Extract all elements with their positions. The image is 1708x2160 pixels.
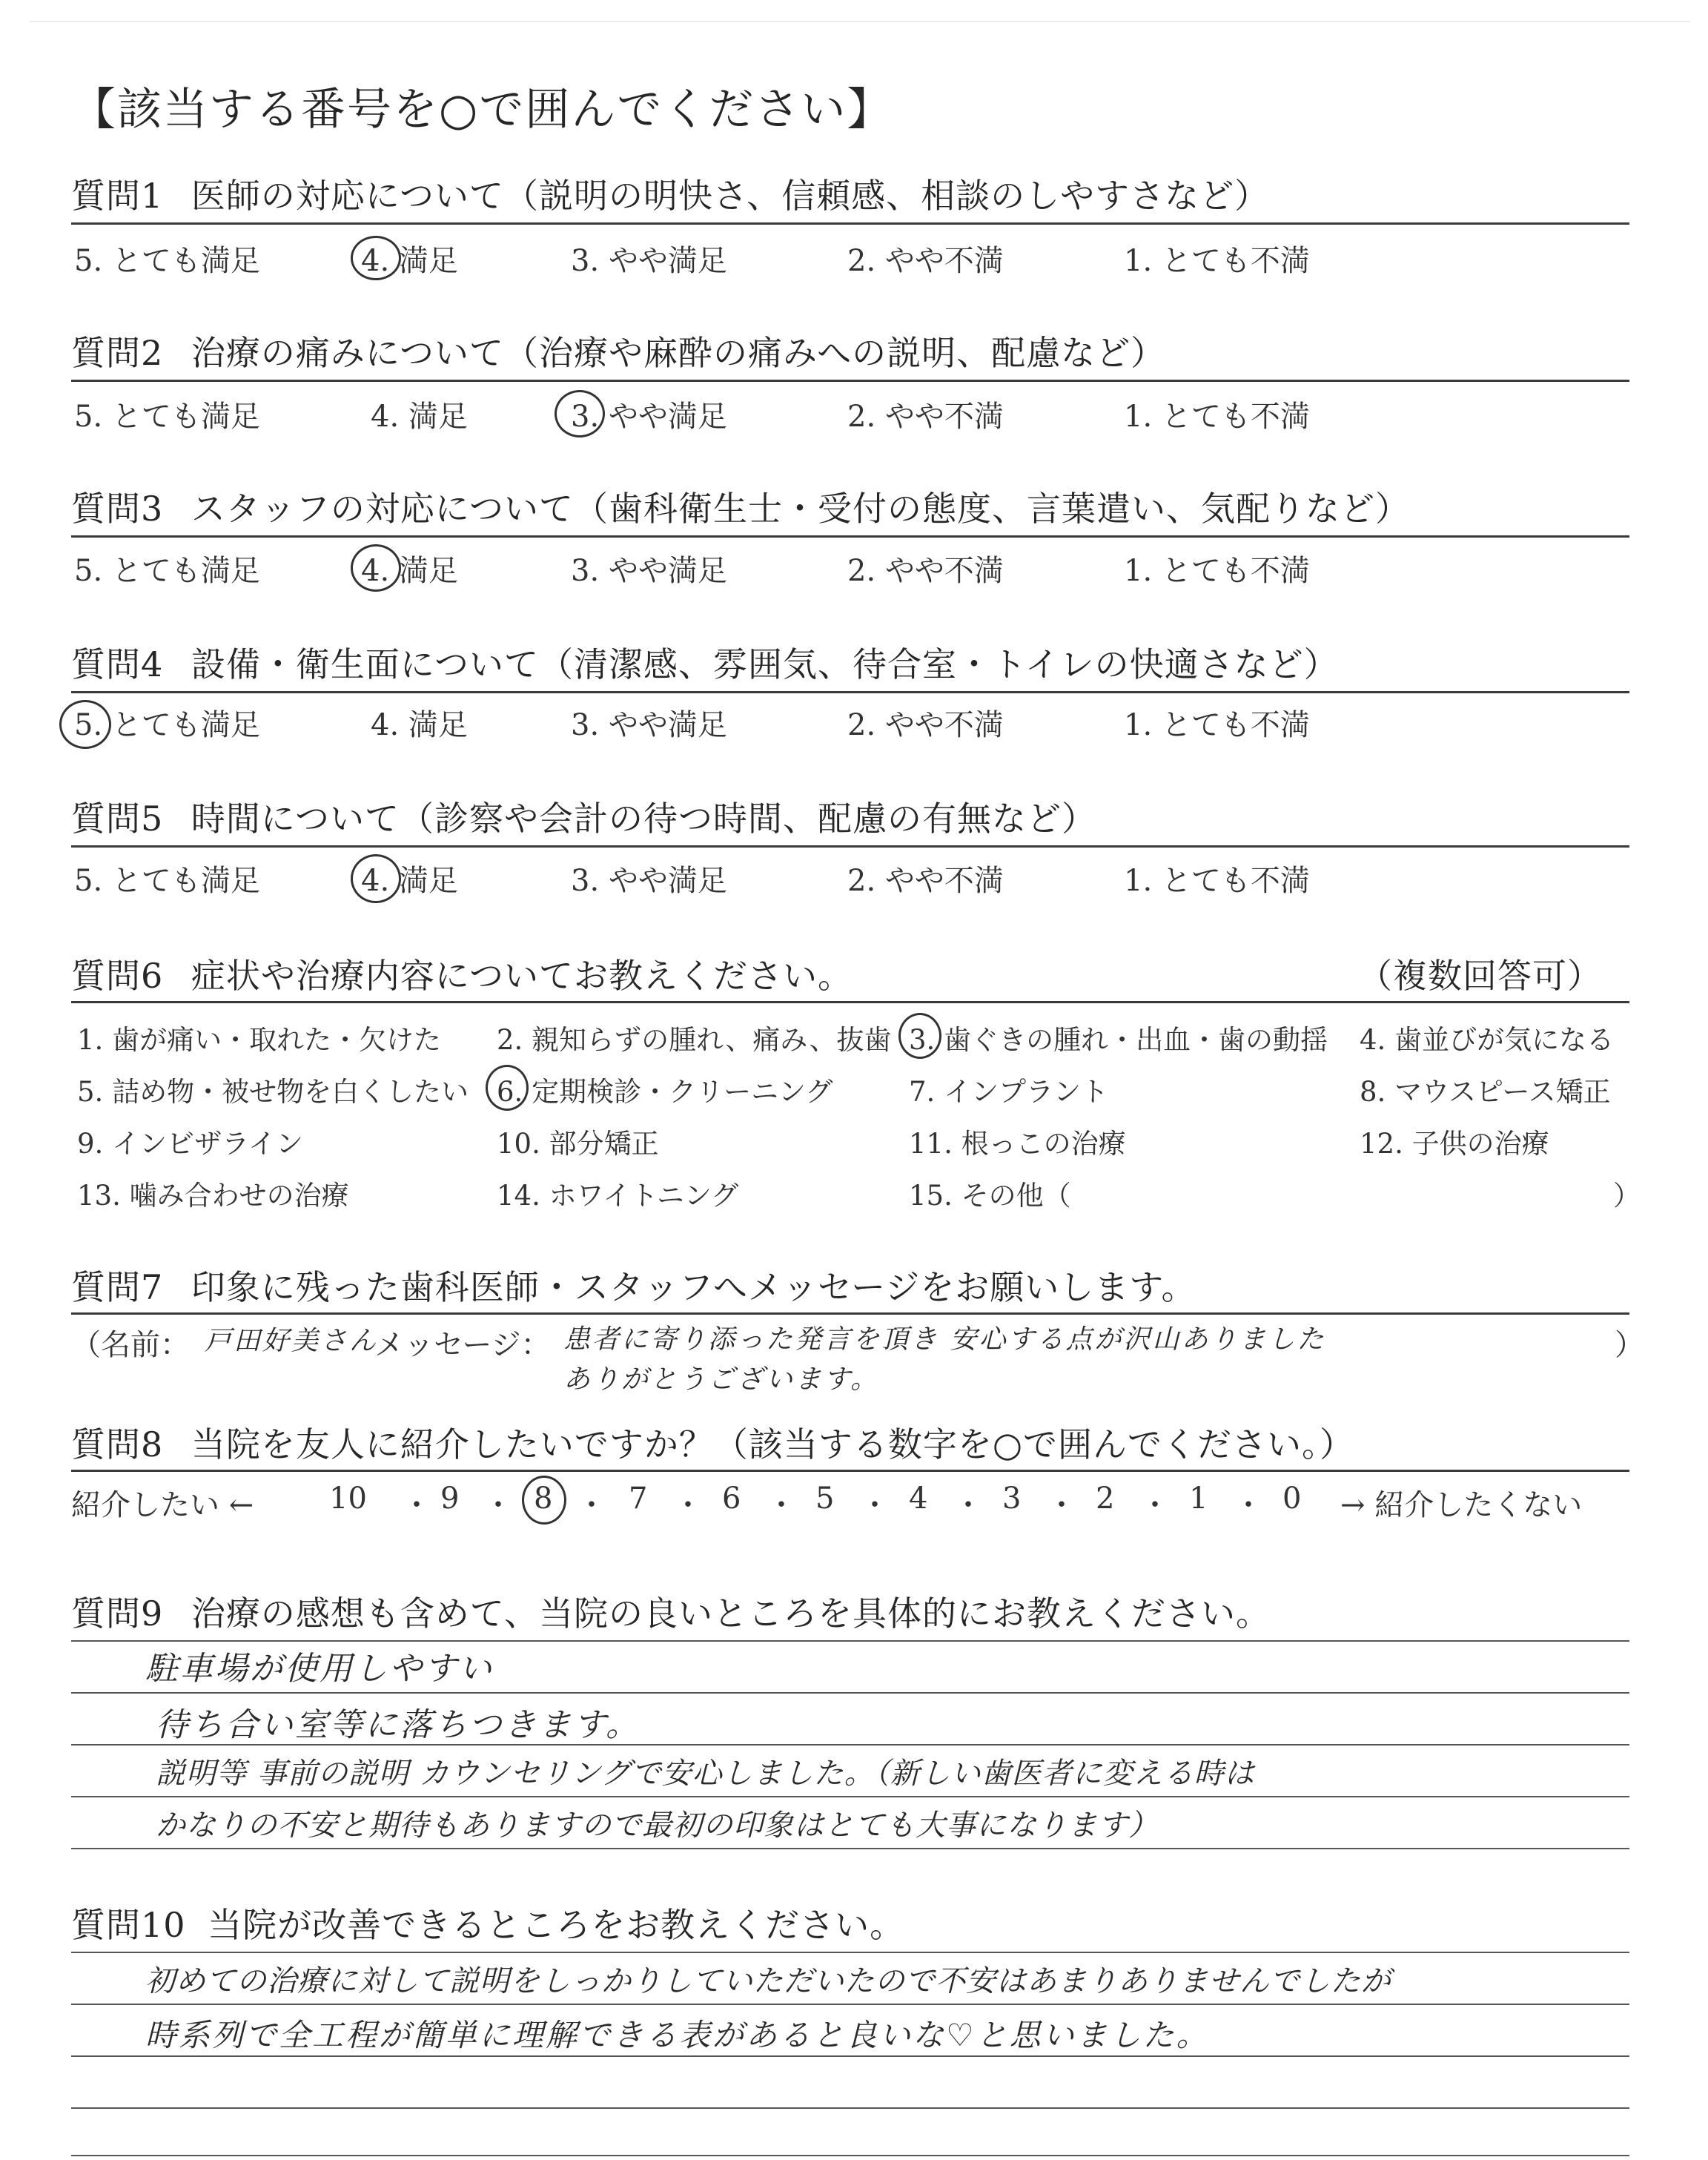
question-9-text: 治療の感想も含めて、当院の良いところを具体的にお教えください。 xyxy=(191,1593,1271,1634)
q1-option-5[interactable]: 5. とても満足 xyxy=(74,244,260,278)
q6-option-4[interactable]: 4. 歯並びが気になる xyxy=(1360,1024,1615,1056)
q2-option-5[interactable]: 5. とても満足 xyxy=(74,400,260,434)
q3-option-2[interactable]: 2. やや不満 xyxy=(847,554,1004,588)
q6-option-12[interactable]: 12. 子供の治療 xyxy=(1360,1128,1549,1160)
q10-write-line-4 xyxy=(71,2107,1629,2109)
q8-score-2[interactable]: 2 xyxy=(1096,1482,1115,1516)
q8-selected-circle xyxy=(522,1476,566,1525)
q7-close-paren: ） xyxy=(1615,1328,1644,1362)
q3-option-3[interactable]: 3. やや満足 xyxy=(571,554,727,588)
q3-selected-circle xyxy=(351,544,401,592)
q8-dot: ・ xyxy=(767,1488,796,1522)
q6-option-3[interactable]: 3. 歯ぐきの腫れ・出血・歯の動揺 xyxy=(909,1024,1328,1056)
q6-selected-circle-3 xyxy=(898,1013,941,1059)
question-8-label: 質問8 xyxy=(71,1424,164,1464)
q7-name-label: （名前： xyxy=(71,1328,190,1362)
q9-write-line-4 xyxy=(71,1796,1629,1797)
q3-option-5[interactable]: 5. とても満足 xyxy=(74,554,260,588)
question-6-rule xyxy=(71,1001,1629,1003)
q9-write-line-2 xyxy=(71,1692,1629,1694)
question-1-rule xyxy=(71,222,1629,225)
question-1-label: 質問1 xyxy=(71,176,164,216)
question-2-text: 治療の痛みについて（治療や麻酔の痛みへの説明、配慮など） xyxy=(191,333,1166,373)
q8-score-3[interactable]: 3 xyxy=(1002,1482,1022,1516)
question-7-label: 質問7 xyxy=(71,1267,164,1307)
q8-right-label: → 紹介したくない xyxy=(1340,1488,1583,1522)
q7-message-line-1[interactable]: 患者に寄り添った発言を頂き 安心する点が沢山ありました xyxy=(563,1324,1326,1355)
q6-option-2[interactable]: 2. 親知らずの腫れ、痛み、抜歯 xyxy=(497,1024,892,1056)
q2-option-1[interactable]: 1. とても不満 xyxy=(1124,400,1310,434)
q8-score-0[interactable]: 0 xyxy=(1282,1482,1302,1516)
q6-option-1[interactable]: 1. 歯が痛い・取れた・欠けた xyxy=(77,1024,442,1056)
q10-write-line-3 xyxy=(71,2055,1629,2057)
question-4-text: 設備・衛生面について（清潔感、雰囲気、待合室・トイレの快適さなど） xyxy=(191,644,1339,684)
q8-score-4[interactable]: 4 xyxy=(909,1482,928,1516)
question-8-rule xyxy=(71,1470,1629,1472)
question-3-rule xyxy=(71,535,1629,538)
q5-option-4[interactable]: 4. 満足 xyxy=(361,864,458,898)
question-8 xyxy=(71,1418,1354,1467)
q8-dot: ・ xyxy=(953,1488,983,1522)
q10-answer-line-2[interactable]: 時系列で全工程が簡単に理解できる表があると良いな♡と思いました。 xyxy=(145,2017,1210,2053)
question-4 xyxy=(71,638,1339,687)
q5-option-3[interactable]: 3. やや満足 xyxy=(571,864,727,898)
question-10-text: 当院が改善できるところをお教えください。 xyxy=(208,1905,905,1945)
question-5 xyxy=(71,792,1096,841)
question-7 xyxy=(71,1261,1196,1309)
question-2 xyxy=(71,326,1165,375)
q6-selected-circle-6 xyxy=(486,1065,529,1111)
q4-option-1[interactable]: 1. とても不満 xyxy=(1124,708,1310,742)
question-10 xyxy=(71,1898,904,1947)
question-7-text: 印象に残った歯科医師・スタッフへメッセージをお願いします。 xyxy=(191,1267,1196,1307)
q8-score-6[interactable]: 6 xyxy=(722,1482,741,1516)
q1-option-1[interactable]: 1. とても不満 xyxy=(1124,244,1310,278)
q1-option-2[interactable]: 2. やや不満 xyxy=(847,244,1004,278)
q8-dot: ・ xyxy=(1234,1488,1263,1522)
q6-option-15[interactable]: 15. その他（ xyxy=(909,1180,1071,1212)
q10-write-line-2 xyxy=(71,2004,1629,2005)
q2-selected-circle xyxy=(555,390,605,437)
question-4-rule xyxy=(71,691,1629,693)
question-7-rule xyxy=(71,1312,1629,1315)
page-top-edge xyxy=(30,21,1690,22)
q4-option-2[interactable]: 2. やや不満 xyxy=(847,708,1004,742)
q8-left-label: 紹介したい ← xyxy=(71,1488,254,1522)
q8-score-5[interactable]: 5 xyxy=(815,1482,835,1516)
q8-score-1[interactable]: 1 xyxy=(1189,1482,1208,1516)
q8-dot: ・ xyxy=(1140,1488,1170,1522)
q8-dot: ・ xyxy=(1047,1488,1076,1522)
question-5-text: 時間について（診察や会計の待つ時間、配慮の有無など） xyxy=(191,799,1096,839)
question-5-label: 質問5 xyxy=(71,799,164,839)
question-2-rule xyxy=(71,380,1629,382)
q4-option-4[interactable]: 4. 満足 xyxy=(371,708,468,742)
question-9-label: 質問9 xyxy=(71,1593,164,1634)
q6-option-5[interactable]: 5. 詰め物・被せ物を白くしたい xyxy=(77,1076,469,1108)
q6-option-7[interactable]: 7. インプラント xyxy=(909,1076,1109,1108)
q8-dot: ・ xyxy=(577,1488,606,1522)
q6-option-8[interactable]: 8. マウスピース矯正 xyxy=(1360,1076,1611,1108)
q8-dot: ・ xyxy=(860,1488,890,1522)
question-5-rule xyxy=(71,845,1629,848)
q5-option-1[interactable]: 1. とても不満 xyxy=(1124,864,1310,898)
q10-write-line-1 xyxy=(71,1952,1629,1953)
q9-answer-line-2[interactable]: 待ち合い室等に落ちつきます。 xyxy=(156,1706,641,1744)
q4-option-5[interactable]: 5. とても満足 xyxy=(74,708,260,742)
q3-option-4[interactable]: 4. 満足 xyxy=(361,554,458,588)
q7-message-line-2[interactable]: ありがとうございます。 xyxy=(563,1364,880,1395)
q6-option-11[interactable]: 11. 根っこの治療 xyxy=(909,1128,1126,1160)
question-2-label: 質問2 xyxy=(71,333,164,373)
q6-option-13[interactable]: 13. 噛み合わせの治療 xyxy=(77,1180,349,1212)
q6-option-6[interactable]: 6. 定期検診・クリーニング xyxy=(497,1076,833,1108)
instruction-heading: 【該当する番号を○で囲んでください】 xyxy=(71,84,893,136)
q2-option-3[interactable]: 3. やや満足 xyxy=(571,400,727,434)
q6-option-15-close: ） xyxy=(1613,1180,1641,1212)
q4-selected-circle xyxy=(59,700,111,749)
q2-option-4[interactable]: 4. 満足 xyxy=(371,400,468,434)
question-6-note: （複数回答可） xyxy=(1358,956,1602,996)
q1-option-3[interactable]: 3. やや満足 xyxy=(571,244,727,278)
q6-option-14[interactable]: 14. ホワイトニング xyxy=(497,1180,739,1212)
question-3-label: 質問3 xyxy=(71,489,164,529)
q7-message-label: メッセージ： xyxy=(374,1328,551,1362)
q1-option-4[interactable]: 4. 満足 xyxy=(361,244,458,278)
q10-answer-line-1[interactable]: 初めての治療に対して説明をしっかりしていただいたので不安はあまりありませんでしたが xyxy=(145,1964,1391,1998)
q1-selected-circle xyxy=(351,236,401,280)
question-6-text: 症状や治療内容についてお教えください。 xyxy=(191,956,853,996)
question-6-label: 質問6 xyxy=(71,956,164,996)
q9-write-line-5 xyxy=(71,1848,1629,1849)
q10-write-line-5 xyxy=(71,2155,1629,2156)
q7-name-value[interactable]: 戸田好美さん xyxy=(205,1326,379,1356)
q3-option-1[interactable]: 1. とても不満 xyxy=(1124,554,1310,588)
question-1 xyxy=(71,169,1269,218)
question-3 xyxy=(71,482,1410,531)
q8-score-7[interactable]: 7 xyxy=(629,1482,648,1516)
q8-score-9[interactable]: 9 xyxy=(440,1482,460,1516)
question-10-label: 質問10 xyxy=(71,1905,186,1945)
q8-score-8[interactable]: 8 xyxy=(534,1482,553,1516)
q6-option-10[interactable]: 10. 部分矯正 xyxy=(497,1128,659,1160)
q8-dot: ・ xyxy=(402,1488,431,1522)
question-1-text: 医師の対応について（説明の明快さ、信頼感、相談のしやすさなど） xyxy=(191,176,1270,216)
q9-answer-line-4[interactable]: かなりの不安と期待もありますので最初の印象はとても大事になります） xyxy=(156,1809,1159,1843)
question-3-text: スタッフの対応について（歯科衛生士・受付の態度、言葉遣い、気配りなど） xyxy=(191,489,1410,529)
question-4-label: 質問4 xyxy=(71,644,164,684)
q5-option-2[interactable]: 2. やや不満 xyxy=(847,864,1004,898)
question-9 xyxy=(71,1587,1271,1636)
q4-option-3[interactable]: 3. やや満足 xyxy=(571,708,727,742)
q5-selected-circle xyxy=(351,854,401,903)
q8-dot: ・ xyxy=(673,1488,703,1522)
question-6 xyxy=(71,949,853,998)
q8-score-10[interactable]: 10 xyxy=(329,1482,367,1516)
q6-option-9[interactable]: 9. インビザライン xyxy=(77,1128,303,1160)
q8-dot: ・ xyxy=(483,1488,513,1522)
q5-option-5[interactable]: 5. とても満足 xyxy=(74,864,260,898)
question-8-text: 当院を友人に紹介したいですか？（該当する数字を○で囲んでください。） xyxy=(191,1424,1355,1464)
q2-option-2[interactable]: 2. やや不満 xyxy=(847,400,1004,434)
q9-answer-line-1[interactable]: 駐車場が使用しやすい xyxy=(145,1650,494,1688)
q9-answer-line-3[interactable]: 説明等 事前の説明 カウンセリングで安心しました。（新しい歯医者に変える時は xyxy=(156,1757,1255,1791)
